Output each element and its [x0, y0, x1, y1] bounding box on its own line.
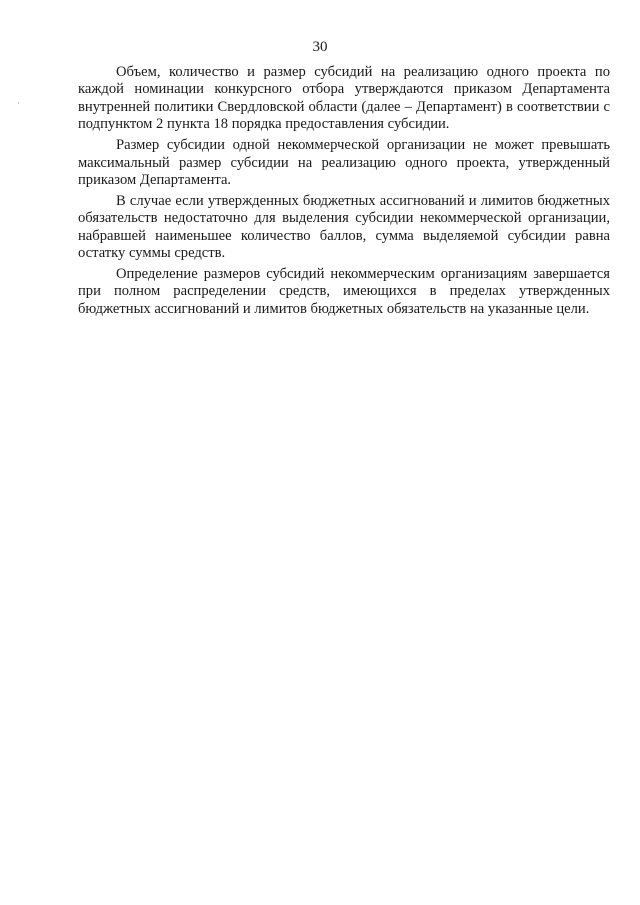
paragraph-insufficient-funds: В случае если утвержденных бюджетных ассигнований и лимитов бюджетных обязательств недостаточно для выделения субсидии некоммерческой организации, набравшей наименьшее количество баллов, сумма выделяемой субсидии равна остатку суммы средств.: [78, 192, 610, 262]
scan-artifact: [18, 102, 19, 104]
page-number: 30: [312, 39, 328, 55]
paragraph-subsidy-limit: Размер субсидии одной некоммерческой организации не может превышать максимальный размер субсидии на реализацию одного проекта, утвержденный приказом Департамента.: [78, 137, 610, 188]
document-body: [78, 64, 610, 318]
paragraph-subsidy-volume: Объем, количество и размер субсидий на реализацию одного проекта по каждой номинации конкурсного отбора утверждаются приказом Департамента внутренней политики Свердловской области (далее – Департамент) в соответствии с подпунктом 2 пункта 18 порядка предоставления субсидии.: [78, 64, 610, 133]
paragraph-distribution-completion: Определение размеров субсидий некоммерческим организациям завершается при полном распределении средств, имеющихся в пределах утвержденных бюджетных ассигнований и лимитов бюджетных обязательств на указанные цели.: [78, 265, 610, 317]
